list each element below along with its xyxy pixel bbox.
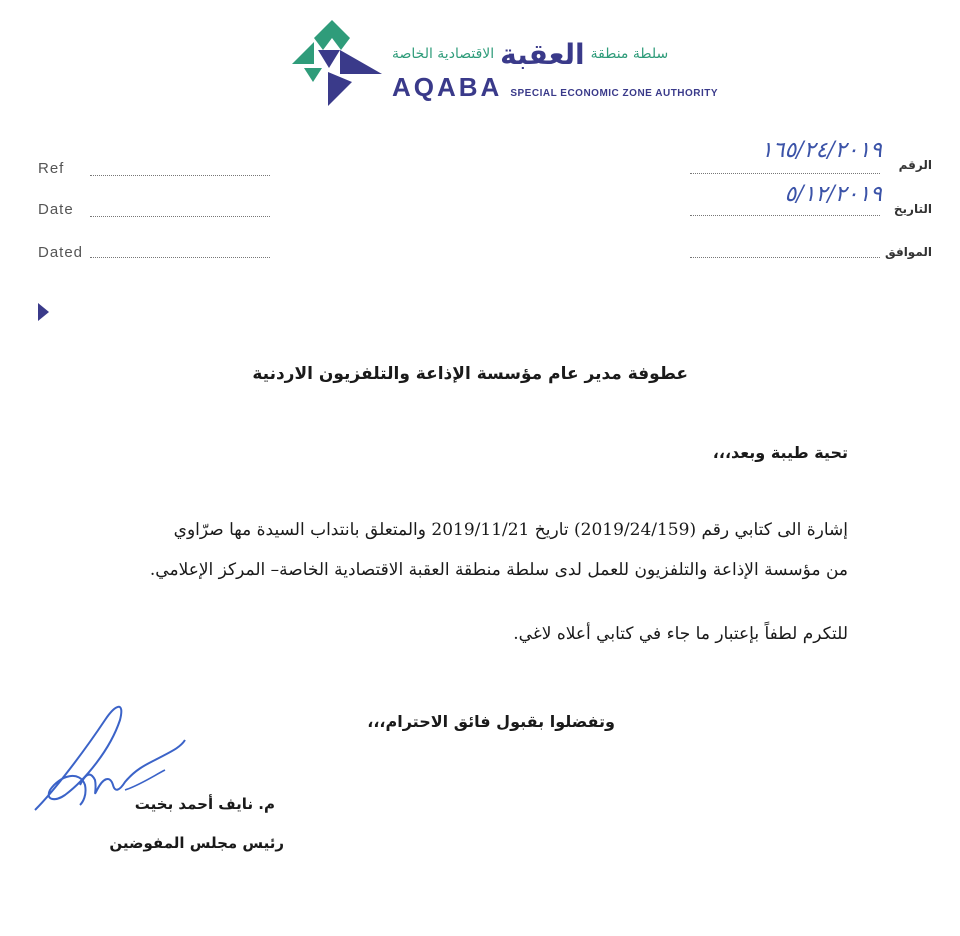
signatory-name: م. نايف أحمد بخيت [134,795,275,813]
date-label: Date [38,201,74,218]
ar-ref-dots [690,172,880,174]
dated-label: Dated [38,244,84,261]
signatory-title: رئيس مجلس المفوضين [109,834,284,852]
ref-handwritten: ١٦٥/٢٤/٢٠١٩ [760,138,882,163]
ar-dated-label: الموافق [885,245,932,259]
date-handwritten: ٥/١٢/٢٠١٩ [784,182,882,207]
ar-ref-label: الرقم [898,158,932,172]
ref-label: Ref [38,160,65,177]
dated-dots [90,256,270,258]
paragraph-2: للتكرم لطفاً بإعتبار ما جاء في كتابي أعلاه لاغي. [513,624,848,644]
paragraph-1-line-1: إشارة الى كتابي رقم (2019/24/159) تاريخ 2019/11/21 والمتعلق بانتداب السيدة مها صرّاوي [173,520,848,540]
logo-arabic-small: سلطة منطقة [590,46,669,62]
logo-latin-name [392,72,718,103]
logo-subtitle: SPECIAL ECONOMIC ZONE AUTHORITY [510,88,719,99]
logo-arabic-big: العقبة [500,37,585,71]
greeting: تحية طيبة وبعد،،، [712,443,848,462]
ar-date-dots [690,214,880,216]
logo-arabic-name [392,38,710,70]
date-dots [90,215,270,217]
addressee: عطوفة مدير عام مؤسسة الإذاعة والتلفزيون الاردنية [252,364,688,384]
logo-arabic-tail: الاقتصادية الخاصة [392,46,495,62]
triangle-marker-icon [38,303,49,321]
paragraph-1 [108,510,848,590]
ar-date-label: التاريخ [893,202,932,216]
ar-dated-dots [690,256,880,258]
closing: وتفضلوا بقبول فائق الاحترام،،، [367,712,615,731]
logo-aqaba-text: AQABA [392,72,503,102]
ref-dots [90,174,270,176]
logo-mark-icon [292,20,382,106]
paragraph-1-line-2: من مؤسسة الإذاعة والتلفزيون للعمل لدى سلطة منطقة العقبة الاقتصادية الخاصة– المركز الإعلامي. [149,560,848,580]
